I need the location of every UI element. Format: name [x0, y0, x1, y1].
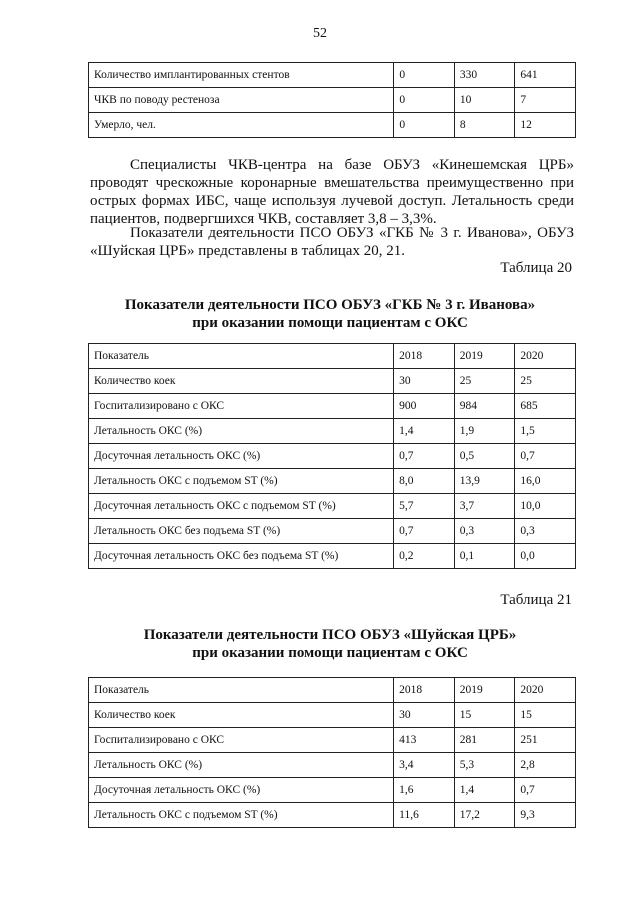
- table-20-body: [89, 344, 576, 569]
- table-row: [89, 419, 576, 444]
- table-cell: 0: [394, 88, 454, 113]
- table-row: [89, 803, 576, 828]
- paragraph-tables-intro: Показатели деятельности ПСО ОБУЗ «ГКБ № 3 г. Иванова», ОБУЗ «Шуйская ЦРБ» представлены в таблицах 20, 21.: [90, 225, 574, 259]
- table-cell: 8: [454, 113, 515, 138]
- table-cell: Показатель: [89, 344, 394, 369]
- table-cell: Летальность ОКС (%): [89, 419, 394, 444]
- table-cell: 2019: [454, 678, 515, 703]
- table-cell: Летальность ОКС (%): [89, 753, 394, 778]
- table-cell: 641: [515, 63, 576, 88]
- table-cell: Летальность ОКС с подъемом ST (%): [89, 469, 394, 494]
- table-cell: 685: [515, 394, 576, 419]
- table-cell: 2018: [394, 678, 455, 703]
- table-cell: Количество имплантированных стентов: [89, 63, 394, 88]
- table-cell: 30: [394, 369, 455, 394]
- table-row: [89, 544, 576, 569]
- table-cell: Умерло, чел.: [89, 113, 394, 138]
- table-row: [89, 63, 576, 88]
- table-cell: Показатель: [89, 678, 394, 703]
- table-cell: 2018: [394, 344, 455, 369]
- table-cell: 10: [454, 88, 515, 113]
- table-21-caption-line2: при оказании помощи пациентам с ОКС: [192, 645, 468, 661]
- table-cell: 0,7: [515, 444, 576, 469]
- table-21-caption-line1: Показатели деятельности ПСО ОБУЗ «Шуйская ЦРБ»: [143, 627, 517, 643]
- table-cell: 10,0: [515, 494, 576, 519]
- table-cell: 0: [394, 63, 454, 88]
- table-cell: 2020: [515, 344, 576, 369]
- table-cell: 0,3: [454, 519, 515, 544]
- table-cell: 281: [454, 728, 515, 753]
- table-cell: Госпитализировано с ОКС: [89, 394, 394, 419]
- table-row: [89, 678, 576, 703]
- table-cell: Летальность ОКС без подъема ST (%): [89, 519, 394, 544]
- table-cell: 0: [394, 113, 454, 138]
- table-row: [89, 469, 576, 494]
- table-cell: 1,9: [454, 419, 515, 444]
- table-cell: 0,7: [394, 444, 455, 469]
- table-row: [89, 88, 576, 113]
- table-cell: 17,2: [454, 803, 515, 828]
- table-cell: 330: [454, 63, 515, 88]
- table-cell: 0,3: [515, 519, 576, 544]
- table-cell: 0,5: [454, 444, 515, 469]
- paragraph-kineshma-pci: Специалисты ЧКВ-центра на базе ОБУЗ «Кинешемская ЦРБ» проводят чрескожные коронарные вмешательства преимущественно при острых формах ИБС, чаще используя лучевой доступ. Летальность среди пациентов, подвергшихся ЧКВ, составляет 3,8 – 3,3%.: [90, 157, 574, 227]
- table-cell: Количество коек: [89, 703, 394, 728]
- table-cell: 30: [394, 703, 455, 728]
- table-row: [89, 494, 576, 519]
- table-cell: Досуточная летальность ОКС (%): [89, 778, 394, 803]
- table-cell: 5,3: [454, 753, 515, 778]
- table-cell: Досуточная летальность ОКС с подъемом ST (%): [89, 494, 394, 519]
- table-cell: Летальность ОКС с подъемом ST (%): [89, 803, 394, 828]
- table-row: [89, 703, 576, 728]
- table-row: [89, 394, 576, 419]
- table-cell: 900: [394, 394, 455, 419]
- table-row: [89, 753, 576, 778]
- table-cell: 1,6: [394, 778, 455, 803]
- table-row: [89, 113, 576, 138]
- top-table: [88, 62, 576, 138]
- table-row: [89, 728, 576, 753]
- table-row: [89, 444, 576, 469]
- table-row: [89, 778, 576, 803]
- table-20-caption: [60, 296, 600, 332]
- table-cell: 3,4: [394, 753, 455, 778]
- table-cell: 11,6: [394, 803, 455, 828]
- table-row: [89, 369, 576, 394]
- table-cell: 16,0: [515, 469, 576, 494]
- table-21-label: Таблица 21: [500, 592, 572, 608]
- table-cell: Досуточная летальность ОКС без подъема ST (%): [89, 544, 394, 569]
- table-cell: 1,4: [394, 419, 455, 444]
- table-cell: 13,9: [454, 469, 515, 494]
- table-cell: Досуточная летальность ОКС (%): [89, 444, 394, 469]
- table-cell: Госпитализировано с ОКС: [89, 728, 394, 753]
- table-21-caption: [60, 626, 600, 662]
- table-cell: 7: [515, 88, 576, 113]
- table-cell: 0,7: [394, 519, 455, 544]
- table-cell: 2020: [515, 678, 576, 703]
- table-cell: 251: [515, 728, 576, 753]
- table-cell: 25: [454, 369, 515, 394]
- table-cell: 2,8: [515, 753, 576, 778]
- table-cell: 984: [454, 394, 515, 419]
- table-cell: 15: [454, 703, 515, 728]
- table-cell: 0,2: [394, 544, 455, 569]
- page-number: 52: [313, 26, 327, 41]
- table-20-caption-line1: Показатели деятельности ПСО ОБУЗ «ГКБ № 3 г. Иванова»: [124, 297, 536, 313]
- table-cell: 25: [515, 369, 576, 394]
- table-cell: Количество коек: [89, 369, 394, 394]
- table-cell: 2019: [454, 344, 515, 369]
- table-cell: 0,0: [515, 544, 576, 569]
- table-cell: ЧКВ по поводу рестеноза: [89, 88, 394, 113]
- table-row: [89, 519, 576, 544]
- table-20-label: Таблица 20: [500, 260, 572, 276]
- table-20: [88, 343, 576, 569]
- table-cell: 5,7: [394, 494, 455, 519]
- table-cell: 15: [515, 703, 576, 728]
- table-row: [89, 344, 576, 369]
- table-cell: 0,1: [454, 544, 515, 569]
- table-cell: 12: [515, 113, 576, 138]
- table-cell: 9,3: [515, 803, 576, 828]
- table-cell: 413: [394, 728, 455, 753]
- table-21-body: [89, 678, 576, 828]
- top-table-body: [89, 63, 576, 138]
- table-cell: 8,0: [394, 469, 455, 494]
- table-20-caption-line2: при оказании помощи пациентам с ОКС: [192, 315, 468, 331]
- table-cell: 3,7: [454, 494, 515, 519]
- table-21: [88, 677, 576, 828]
- table-cell: 1,5: [515, 419, 576, 444]
- table-cell: 1,4: [454, 778, 515, 803]
- table-cell: 0,7: [515, 778, 576, 803]
